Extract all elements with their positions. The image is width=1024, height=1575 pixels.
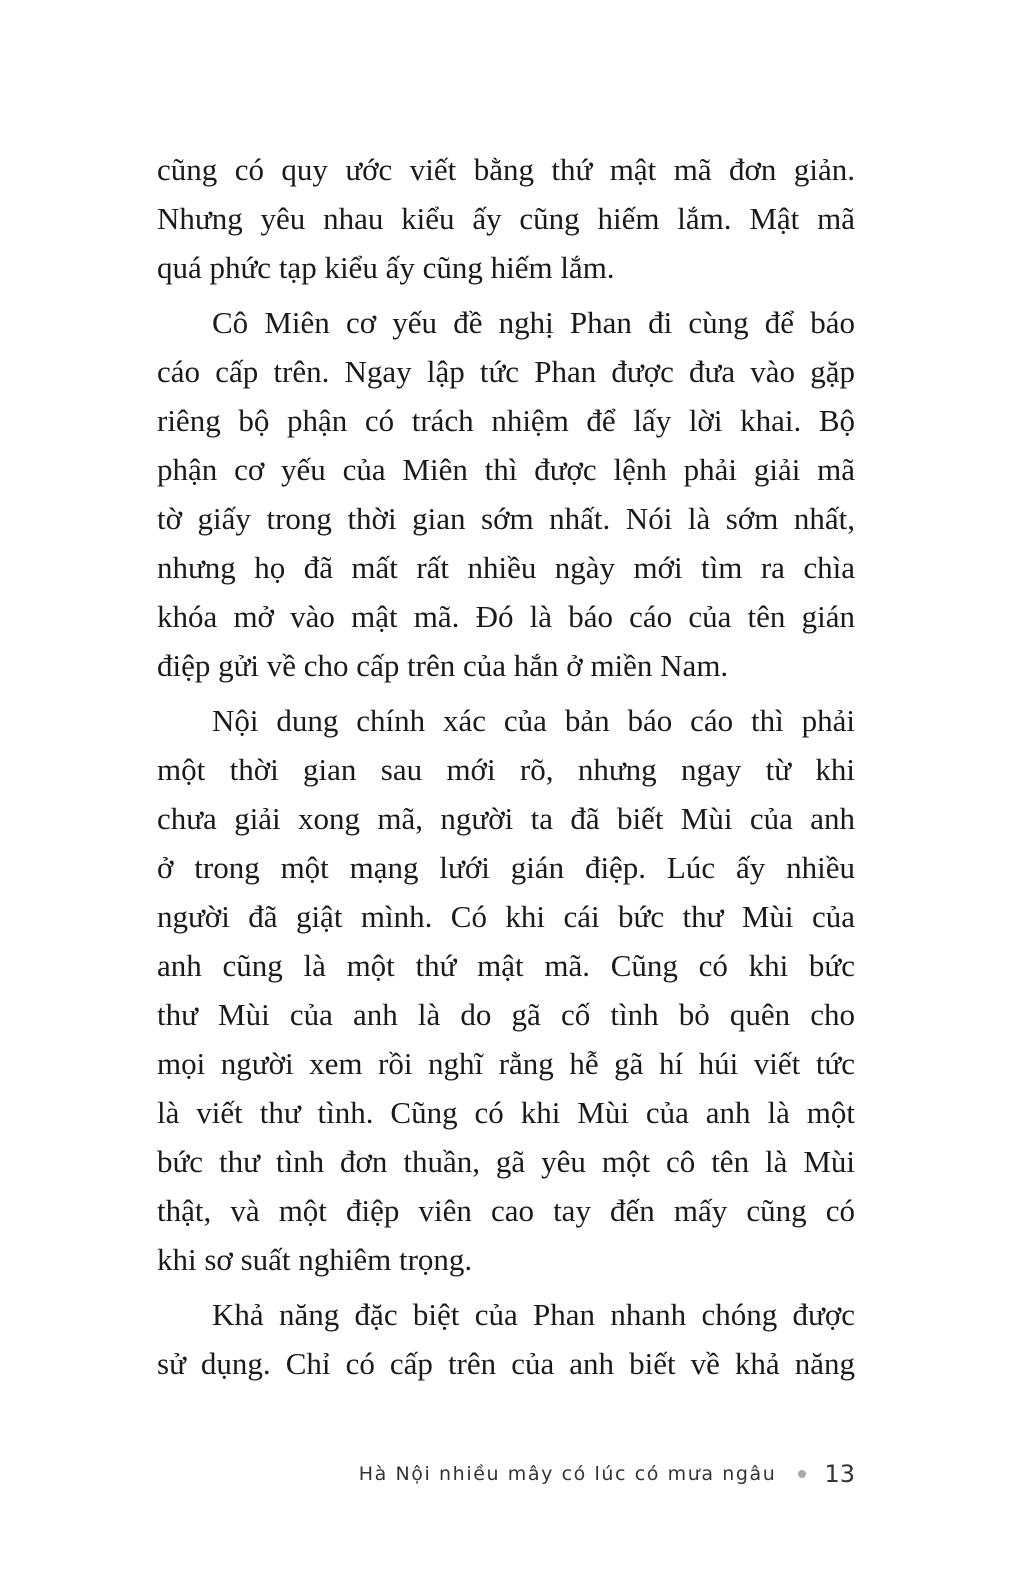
text-line: quá phức tạp kiểu ấy cũng hiếm lắm. [157,250,615,285]
text-line: phận cơ yếu của Miên thì được lệnh phải giải mã [157,452,855,487]
text-line: một thời gian sau mới rõ, nhưng ngay từ khi [157,752,855,787]
page-number: 13 [824,1460,855,1488]
text-line: mọi người xem rồi nghĩ rằng hễ gã hí húi viết tức [157,1046,855,1081]
paragraph [157,696,855,1284]
page-body [157,145,855,1394]
bullet-separator-icon [798,1470,806,1478]
text-line: cáo cấp trên. Ngay lập tức Phan được đưa vào gặp [157,354,855,389]
text-line: khóa mở vào mật mã. Đó là báo cáo của tên gián [157,599,855,634]
text-line: sử dụng. Chỉ có cấp trên của anh biết về khả năng [157,1346,855,1381]
book-title: Hà Nội nhiều mây có lúc có mưa ngâu [358,1463,777,1485]
paragraph [157,298,855,690]
text-line: chưa giải xong mã, người ta đã biết Mùi của anh [157,801,855,836]
text-line: nhưng họ đã mất rất nhiều ngày mới tìm ra chìa [157,550,855,585]
text-line: điệp gửi về cho cấp trên của hắn ở miền Nam. [157,648,729,683]
text-line: riêng bộ phận có trách nhiệm để lấy lời khai. Bộ [157,403,855,438]
text-line: là viết thư tình. Cũng có khi Mùi của anh là một [157,1095,855,1130]
text-line: bức thư tình đơn thuần, gã yêu một cô tên là Mùi [157,1144,855,1179]
text-line: Khả năng đặc biệt của Phan nhanh chóng được [212,1297,855,1332]
text-line: người đã giật mình. Có khi cái bức thư Mùi của [157,899,855,934]
text-line: Nhưng yêu nhau kiểu ấy cũng hiếm lắm. Mật mã [157,201,855,236]
text-line: Cô Miên cơ yếu đề nghị Phan đi cùng để báo [212,305,855,340]
paragraph [157,1290,855,1388]
text-line: cũng có quy ước viết bằng thứ mật mã đơn giản. [157,152,855,187]
text-line: thư Mùi của anh là do gã cố tình bỏ quên cho [157,997,855,1032]
text-line: anh cũng là một thứ mật mã. Cũng có khi bức [157,948,855,983]
paragraph [157,145,855,292]
running-footer [359,1456,855,1492]
text-line: khi sơ suất nghiêm trọng. [157,1242,473,1277]
text-line: thật, và một điệp viên cao tay đến mấy cũng có [157,1193,855,1228]
text-line: ở trong một mạng lưới gián điệp. Lúc ấy nhiều [157,850,855,885]
text-line: Nội dung chính xác của bản báo cáo thì phải [212,703,855,738]
text-line: tờ giấy trong thời gian sớm nhất. Nói là sớm nhất, [157,501,855,536]
